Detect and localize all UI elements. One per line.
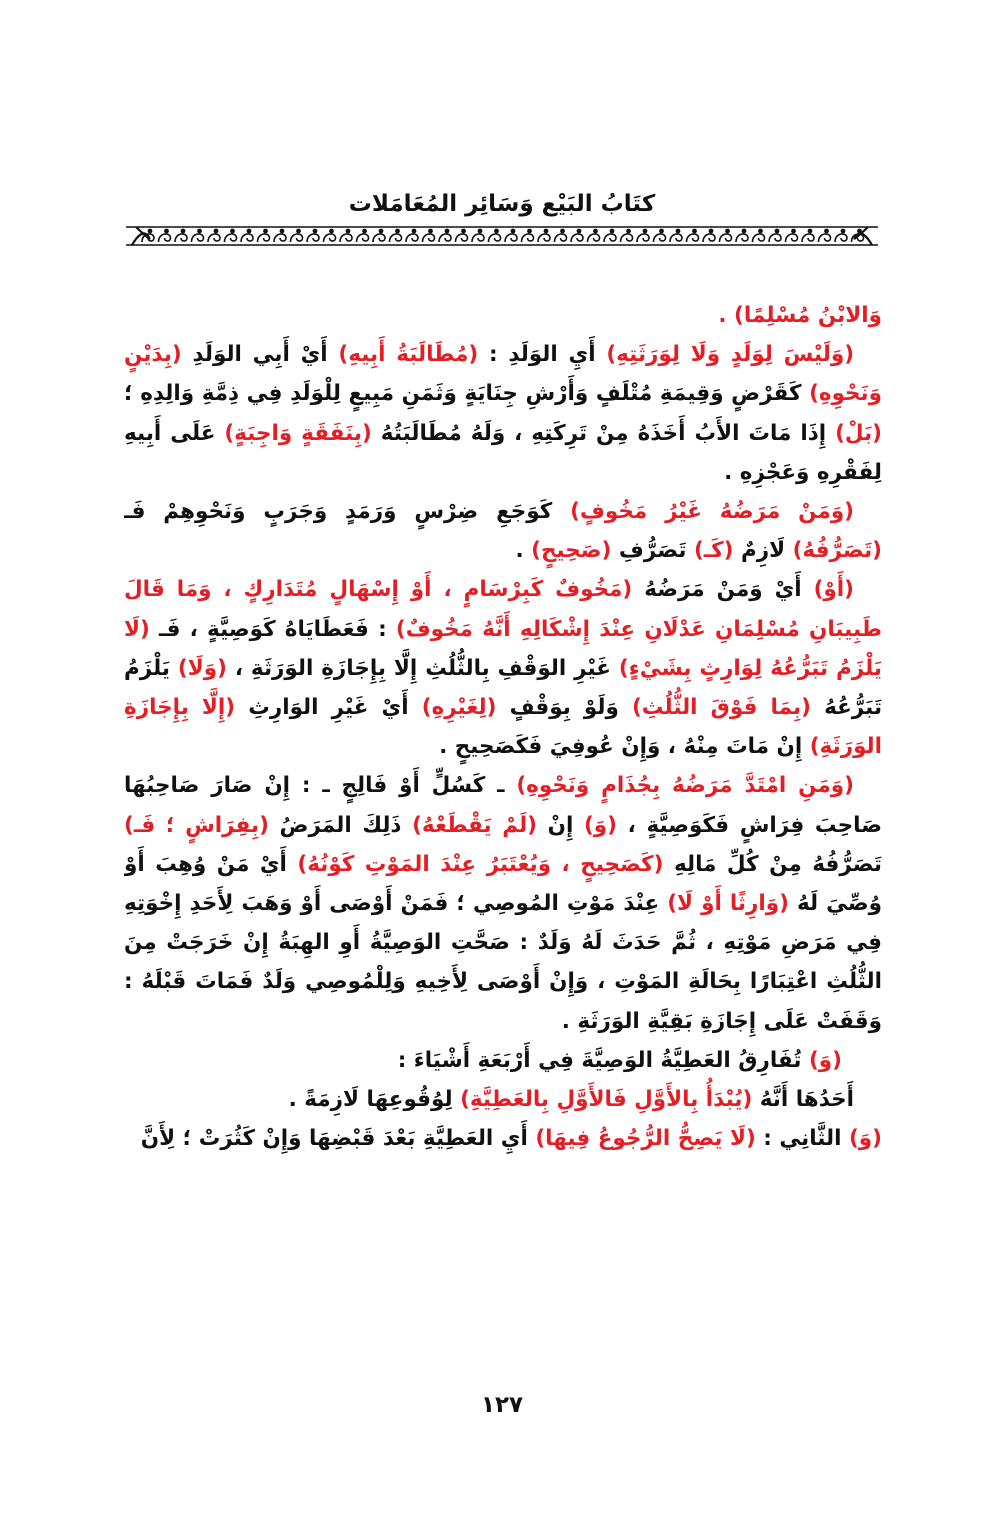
ornament-dot — [214, 229, 217, 232]
matn-text: (لَمْ يَقْطَعْهُ) — [412, 812, 537, 838]
sharh-text: إِذَا مَاتَ الأَبُ أَخَذَهُ مِنْ تَرِكَتِهِ ، وَلَهُ مُطَالَبَتُهُ — [371, 420, 836, 446]
ornament-dot — [165, 229, 168, 232]
ornament-dot — [264, 229, 267, 232]
ornament-dot — [742, 229, 745, 232]
ornament-dot — [693, 229, 696, 232]
ornament-motif — [423, 234, 435, 242]
sharh-text: أَيِ الوَلَدِ : — [478, 342, 607, 368]
ornament-dot — [709, 229, 712, 232]
ornament-dot — [726, 229, 729, 232]
ornament-motif — [241, 234, 253, 242]
ornament-motif — [357, 234, 369, 242]
matn-text: (أَوْ) — [813, 577, 854, 603]
ornament-dot — [313, 229, 316, 232]
ornament-dot — [825, 229, 828, 232]
matn-text: (لَا يَصِحُّ الرُّجُوعُ فِيهَا) — [535, 1126, 756, 1152]
sharh-text: أَحَدُهَا أَنَّهُ — [752, 1087, 854, 1113]
ornament-motif — [588, 234, 600, 242]
ornament-dot — [247, 229, 250, 232]
ornament-motif — [439, 234, 451, 242]
matn-text: (وَارِثًا أَوْ لَا) — [667, 891, 789, 917]
ornament-flourish — [132, 227, 150, 245]
matn-text: (وَلَيْسَ لِوَلَدٍ وَلَا لِوَرَثَتِهِ) — [606, 342, 855, 368]
ornament-divider — [124, 224, 880, 248]
matn-text: (لَا يَلْزَمُ تَبَرُّعُهُ لِوَارِثٍ بِشَيْءٍ) — [124, 616, 882, 681]
ornament-dot — [363, 229, 366, 232]
sharh-text: أَيْ غَيْرِ الوَارِثِ — [235, 695, 422, 721]
paragraph — [124, 570, 882, 766]
matn-text: (تَصَرُّفُهُ) — [792, 538, 882, 564]
ornament-dot — [544, 229, 547, 232]
sharh-text: إِنْ مَاتَ مِنْهُ ، وَإِنْ عُوفِيَ فَكَصَحِيحٍ . — [439, 734, 810, 760]
ornament-motif — [307, 234, 319, 242]
matn-text: (مُطَالَبَةُ أَبِيهِ) — [338, 342, 479, 368]
matn-text: (كَصَحِيحٍ ، وَيُعْتَبَرُ عِنْدَ المَوْتِ كَوْنُهُ) — [297, 851, 664, 877]
ornament-dot — [396, 229, 399, 232]
ornament-dot — [808, 229, 811, 232]
ornament-motif — [786, 234, 798, 242]
ornament-motif — [390, 234, 402, 242]
ornament-dot — [858, 229, 861, 232]
ornament-motif — [505, 234, 517, 242]
sharh-text: ـ كَسُلٍّ أَوْ فَالِجٍ ـ : إِنْ صَارَ صَاحِبُهَا صَاحِبَ فِرَاشٍ فَكَوَصِيَّةٍ ، — [124, 773, 882, 838]
sharh-text: . — [515, 538, 532, 564]
ornament-motif — [291, 234, 303, 242]
ornament-motif — [654, 234, 666, 242]
matn-text: (صَحِيحٍ) — [531, 538, 612, 564]
sharh-text: يَلْزَمُ تَبَرُّعُهُ — [124, 655, 882, 721]
ornament-dot — [429, 229, 432, 232]
ornament-dot — [297, 229, 300, 232]
ornament-dot — [181, 229, 184, 232]
ornament-motif — [456, 234, 468, 242]
ornament-motif — [571, 234, 583, 242]
matn-text: (بِدَيْنٍ وَنَحْوِهِ) — [124, 342, 882, 407]
sharh-text: لَازِمٌ — [733, 538, 793, 564]
ornament-dot — [561, 229, 564, 232]
ornament-dot — [478, 229, 481, 232]
ornament-dot — [759, 229, 762, 232]
ornament-motif — [225, 234, 237, 242]
ornament-dot — [379, 229, 382, 232]
ornament-dot — [610, 229, 613, 232]
ornament-motif — [159, 234, 171, 242]
ornament-motif — [753, 234, 765, 242]
ornament-dot — [198, 229, 201, 232]
ornament-motif — [340, 234, 352, 242]
matn-text: (بَلْ) — [835, 420, 882, 446]
ornament-dot — [445, 229, 448, 232]
ornament-motif — [819, 234, 831, 242]
ornament-dot — [231, 229, 234, 232]
ornament-dot — [280, 229, 283, 232]
ornament-dot — [511, 229, 514, 232]
ornament-motif — [175, 234, 187, 242]
ornament-motif — [687, 234, 699, 242]
ornament-motif — [406, 234, 418, 242]
matn-text: (وَمَنِ امْتَدَّ مَرَضُهُ بِجُذَامٍ وَنَحْوِهِ) — [516, 773, 854, 799]
ornament-motif — [835, 234, 847, 242]
paragraph — [124, 1041, 882, 1080]
ornament-dot — [495, 229, 498, 232]
sharh-text: أَيْ أَبِي الوَلَدِ — [181, 342, 339, 368]
ornament-motif — [604, 234, 616, 242]
paragraph — [124, 296, 882, 335]
ornament-dot — [346, 229, 349, 232]
ornament-motif — [769, 234, 781, 242]
book-title: كتَابُ البَيْع وَسَائِر المُعَامَلات — [348, 191, 656, 217]
ornament-dot — [330, 229, 333, 232]
ornament-motif — [324, 234, 336, 242]
matn-text: (لِغَيْرِهِ) — [421, 695, 497, 721]
sharh-text: ذَلِكَ المَرَضُ — [268, 812, 413, 838]
ornament-motif — [802, 234, 814, 242]
page-header — [124, 188, 880, 248]
sharh-text: وَلَوْ بِوَقْفٍ — [496, 695, 632, 721]
ornament-dot — [528, 229, 531, 232]
ornament-dot — [775, 229, 778, 232]
ornament-dot — [412, 229, 415, 232]
ornament-dot — [660, 229, 663, 232]
ornament-motif — [736, 234, 748, 242]
sharh-text: كَقَرْضٍ وَقِيمَةِ مُتْلَفٍ وَأَرْشِ جِنَايَةٍ وَثَمَنِ مَبِيعٍ لِلْوَلَدِ فِي ذِمَّةِ وَالِدِهِ ؛ — [124, 381, 810, 407]
matn-text: وَالابْنُ مُسْلِمًا) . — [718, 303, 882, 328]
ornament-motif — [208, 234, 220, 242]
body-text — [124, 296, 882, 1386]
ornament-motif — [555, 234, 567, 242]
sharh-text: لِوُقُوعِهَا لَازِمَةً . — [288, 1087, 461, 1113]
ornament-motif — [720, 234, 732, 242]
matn-text: (وَ) — [583, 812, 618, 838]
paragraph — [124, 335, 882, 492]
matn-text: (بِفِرَاشٍ ؛ فَـ) — [124, 812, 269, 838]
ornament-dot — [594, 229, 597, 232]
paragraph — [124, 766, 882, 1040]
matn-text: (بِنَفَقَةٍ وَاجِبَةٍ) — [224, 420, 372, 446]
sharh-text: إِنْ — [536, 812, 584, 838]
sharh-text: غَيْرِ الوَقْفِ بِالثُّلُثِ إِلَّا بِإِجَازَةِ الوَرَثَةِ ، — [226, 655, 619, 681]
page-number: ١٢٧ — [480, 1392, 524, 1418]
sharh-text: أَيْ مَنْ وُهِبَ أَوْ وُصِّيَ لَهُ — [124, 851, 882, 917]
ornament-motif — [670, 234, 682, 242]
sharh-text: عَلَى أَبِيهِ لِفَقْرِهِ وَعَجْزِهِ . — [124, 420, 882, 485]
paragraph — [124, 1119, 882, 1158]
sharh-text: تُفَارِقُ العَطِيَّةُ الوَصِيَّةَ فِي أَرْبَعَةِ أَشْيَاءَ : — [397, 1047, 809, 1073]
matn-text: (مَخُوفٌ كَبِرْسَامٍ ، أَوْ إِسْهَالٍ مُتَدَارِكٍ ، وَمَا قَالَ طَبِيبَانِ مُسْلِمَانِ عَدْلَانِ عِنْدَ إِشْكَالِهِ أَنَّهُ مَخُوفٌ) — [124, 577, 882, 642]
sharh-text: كَوَجَعِ ضِرْسٍ وَرَمَدٍ وَجَرَبٍ وَنَحْوِهِمْ فَـ — [124, 499, 571, 525]
sharh-text: أَيْ وَمَنْ مَرَضُهُ — [632, 577, 814, 603]
ornament-motif — [637, 234, 649, 242]
paragraph — [124, 1080, 882, 1119]
ornament-motif — [258, 234, 270, 242]
ornament-motif — [538, 234, 550, 242]
ornament-motif — [274, 234, 286, 242]
ornament-dot — [676, 229, 679, 232]
ornament-motif — [522, 234, 534, 242]
ornament-dot — [577, 229, 580, 232]
matn-text: (وَلَا) — [177, 655, 227, 681]
matn-text: (وَ) — [848, 1126, 882, 1152]
ornament-dot — [792, 229, 795, 232]
matn-text: (بِمَا فَوْقَ الثُّلُثِ) — [631, 695, 811, 721]
ornament-motif — [472, 234, 484, 242]
ornament-dot — [627, 229, 630, 232]
paragraph — [124, 492, 882, 570]
sharh-text: الثَّانِي : — [755, 1126, 849, 1152]
sharh-text: تَصَرُّفُهُ مِنْ كُلِّ مَالِهِ — [663, 851, 882, 877]
matn-text: (يُبْدَأُ بِالأَوَّلِ فَالأَوَّلِ بِالعَطِيَّةِ) — [460, 1087, 753, 1113]
ornament-dot — [462, 229, 465, 232]
sharh-text: أَيِ العَطِيَّةِ بَعْدَ قَبْضِهَا وَإِنْ كَثُرَتْ ؛ لِأَنَّ — [140, 1126, 536, 1152]
ornament-motif — [373, 234, 385, 242]
sharh-text: : فَعَطَايَاهُ كَوَصِيَّةٍ ، فَـ — [149, 616, 396, 642]
sharh-text: تَصَرُّفِ — [611, 538, 694, 564]
sharh-text: عِنْدَ مَوْتِ المُوصِي ؛ فَمَنْ أَوْصَى أَوْ وَهَبَ لِأَحَدِ إِخْوَتِهِ فِي مَرَضِ مَوْتِهِ ، ثُمَّ حَدَثَ لَهُ وَلَدٌ : صَحَّتِ الوَصِيَّةُ أَوِ الهِبَةُ إِنْ خَرَجَتْ مِنَ الثُّلُثِ اعْتِبَارًا بِحَالَةِ المَوْتِ ، وَإِنْ أَوْصَى لِأَخِيهِ وَلِلْمُوصِي وَلَدٌ فَمَاتَ قَبْلَهُ : وَقَفَتْ عَلَى إِجَازَةِ بَقِيَّةِ الوَرَثَةِ . — [124, 891, 882, 1034]
ornament-motif — [192, 234, 204, 242]
ornament-motif — [703, 234, 715, 242]
matn-text: (وَمَنْ مَرَضُهُ غَيْرُ مَخُوفٍ) — [570, 499, 855, 525]
ornament-dot — [148, 229, 151, 232]
ornament-dot — [643, 229, 646, 232]
matn-text: (إِلَّا بِإِجَازَةِ الوَرَثَةِ) — [124, 695, 882, 760]
ornament-motif — [621, 234, 633, 242]
ornament-dot — [841, 229, 844, 232]
matn-text: (كَـ) — [693, 538, 734, 564]
ornament-motif — [489, 234, 501, 242]
matn-text: (وَ) — [808, 1047, 842, 1073]
